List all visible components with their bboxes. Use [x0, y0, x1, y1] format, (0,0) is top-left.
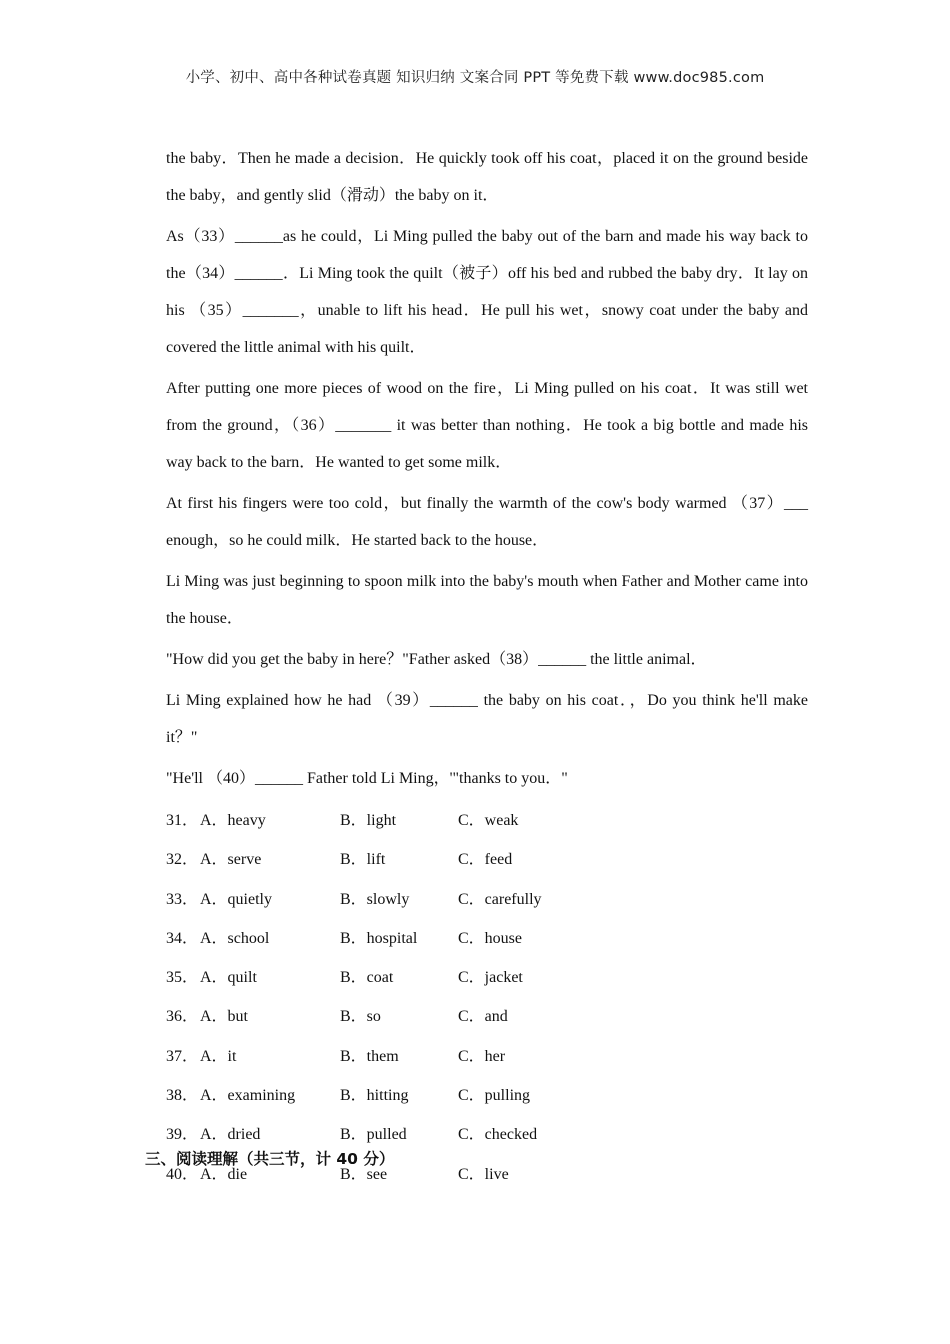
option-row — [166, 801, 808, 840]
passage-paragraph: At first his fingers were too cold，but finally the warmth of the cow's body warmed （37）___ enough，so he could milk．He started back to the house． — [166, 495, 808, 549]
question-number: 38． — [166, 1087, 199, 1105]
question-number: 36． — [166, 1008, 199, 1026]
option-b: B．hitting — [340, 1087, 409, 1105]
option-row — [166, 880, 808, 919]
question-number: 32． — [166, 851, 199, 869]
question-number: 33． — [166, 890, 199, 908]
answer-options — [166, 801, 808, 1194]
question-number: 39． — [166, 1126, 199, 1144]
option-c: C．her — [458, 1047, 506, 1065]
option-a: A．quietly — [200, 890, 272, 908]
option-a: A．quilt — [200, 969, 257, 987]
passage-paragraph: "How did you get the baby in here？"Father asked（38）______ the little animal． — [166, 651, 707, 668]
option-a: A．examining — [200, 1087, 296, 1105]
option-c: C．checked — [458, 1126, 538, 1144]
passage-paragraph: After putting one more pieces of wood on the fire，Li Ming pulled on his coat．It was still wet from the ground，（36）_______ it was better than nothing．He took a big bottle and made his way back to the barn．He wanted to get some milk． — [166, 380, 808, 471]
option-row — [166, 997, 808, 1036]
option-c: C．feed — [458, 851, 513, 869]
option-b: B．hospital — [340, 929, 418, 947]
option-a: A．school — [200, 929, 270, 947]
option-row — [166, 840, 808, 879]
option-c: C．jacket — [458, 969, 523, 987]
option-b: B．lift — [340, 851, 386, 869]
option-c: C．house — [458, 929, 523, 947]
option-row — [166, 1076, 808, 1115]
option-b: B．so — [340, 1008, 381, 1026]
option-b: B．light — [340, 812, 397, 829]
page-header: 小学、初中、高中各种试卷真题 知识归纳 文案合同 PPT 等免费下载 www.doc985.com — [185, 70, 765, 86]
option-c: C．weak — [458, 812, 519, 829]
option-b: B．see — [340, 1165, 388, 1183]
option-row — [166, 1037, 808, 1076]
option-a: A．but — [200, 1008, 249, 1026]
passage-content — [166, 140, 808, 1194]
option-a: A．heavy — [200, 812, 266, 829]
section-title: 三、阅读理解（共三节，计 40 分） — [145, 1150, 395, 1168]
option-b: B．pulled — [340, 1126, 407, 1144]
option-a: A．dried — [200, 1126, 261, 1144]
passage-paragraph: As（33）______as he could，Li Ming pulled the baby out of the barn and made his way back to the（34）______．Li Ming took the quilt（被子）off his bed and rubbed the baby dry．It lay on his （35）_______，unable to lift his head．He pull his wet，snowy coat under the baby and covered the little animal with his quilt． — [166, 228, 808, 356]
option-a: A．it — [200, 1047, 237, 1065]
passage-paragraph: Li Ming explained how he had （39）______ the baby on his coat．，Do you think he'll make it？" — [166, 692, 808, 746]
passage-paragraph: "He'll （40）______ Father told Li Ming，'"thanks to you．" — [166, 770, 568, 787]
option-c: C．live — [458, 1165, 509, 1183]
option-b: B．coat — [340, 969, 394, 987]
option-b: B．them — [340, 1047, 399, 1065]
option-row — [166, 919, 808, 958]
option-c: C．and — [458, 1008, 508, 1026]
passage-paragraph: the baby．Then he made a decision．He quickly took off his coat，placed it on the ground beside the baby，and gently slid（滑动）the baby on it． — [166, 150, 808, 204]
option-a: A．die — [200, 1165, 248, 1183]
question-number: 37． — [166, 1047, 199, 1065]
question-number: 34． — [166, 929, 199, 947]
option-row — [166, 958, 808, 997]
option-c: C．pulling — [458, 1087, 531, 1105]
option-a: A．serve — [200, 851, 262, 869]
question-number: 40． — [166, 1165, 199, 1183]
passage-paragraph: Li Ming was just beginning to spoon milk into the baby's mouth when Father and Mother came into the house． — [166, 573, 808, 627]
option-b: B．slowly — [340, 890, 410, 908]
question-number: 35． — [166, 969, 199, 987]
question-number: 31． — [166, 812, 199, 829]
option-c: C．carefully — [458, 890, 542, 908]
